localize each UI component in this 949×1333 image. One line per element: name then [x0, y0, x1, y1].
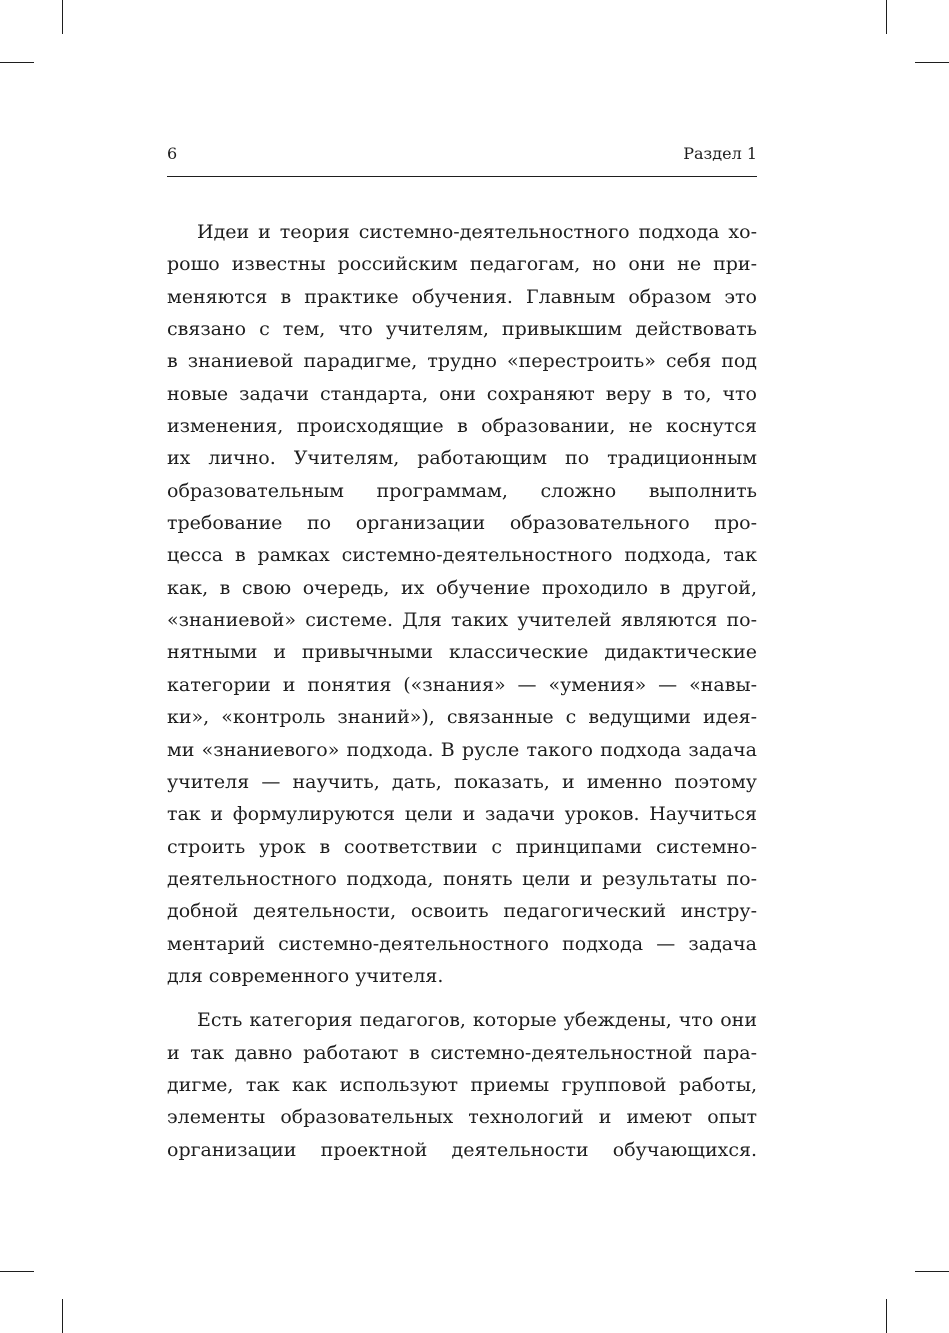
paragraph	[167, 216, 757, 992]
text-line: цесса в рамках системно-деятельностного подхода, так	[167, 544, 757, 567]
running-header	[167, 142, 757, 166]
text-line: изменения, происходящие в образовании, не коснутся	[167, 415, 757, 438]
text-line: их лично. Учителям, работающим по традиционным	[167, 447, 757, 470]
text-line: нятными и привычными классические дидактические	[167, 641, 757, 664]
crop-mark-bottom-right	[886, 1299, 887, 1333]
text-line: для современного учителя.	[167, 964, 444, 987]
text-line: деятельностного подхода, понять цели и результаты по-	[167, 867, 757, 890]
text-line: строить урок в соответствии с принципами системно-	[167, 835, 757, 858]
text-line: требование по организации образовательного про-	[167, 512, 757, 535]
text-line: образовательным программам, сложно выполнить	[167, 479, 757, 502]
text-line: новые задачи стандарта, они сохраняют веру в то, что	[167, 382, 757, 405]
paragraph-gap	[167, 992, 757, 1004]
text-line: меняются в практике обучения. Главным образом это	[167, 285, 757, 308]
text-line: как, в свою очередь, их обучение проходило в другой,	[167, 576, 757, 599]
text-line: ки», «контроль знаний»), связанные с ведущими идея-	[167, 706, 757, 729]
text-line: Есть категория педагогов, которые убеждены, что они	[197, 1009, 757, 1032]
text-line: учителя — научить, дать, показать, и именно поэтому	[167, 770, 757, 793]
text-line: категории и понятия («знания» — «умения» — «навы-	[167, 673, 757, 696]
crop-mark-top-left	[62, 0, 63, 34]
text-line: в знаниевой парадигме, трудно «перестроить» себя под	[167, 350, 757, 373]
text-line: дигме, так как используют приемы групповой работы,	[167, 1073, 757, 1096]
text-line: ми «знаниевого» подхода. В русле такого подхода задача	[167, 738, 757, 761]
section-title: Раздел 1	[683, 144, 757, 163]
text-line: Идеи и теория системно-деятельностного подхода хо-	[197, 221, 757, 243]
crop-mark-top-right	[886, 0, 887, 34]
paragraph	[167, 1004, 757, 1166]
crop-mark-bottom-right-horizontal	[915, 1271, 949, 1272]
page-number: 6	[167, 144, 178, 163]
body-text	[167, 216, 757, 1166]
text-line: ментарий системно-деятельностного подхода — задача	[167, 932, 757, 955]
text-line: так и формулируются цели и задачи уроков. Научиться	[167, 803, 757, 826]
crop-mark-bottom-left-horizontal	[0, 1271, 34, 1272]
text-line: добной деятельности, освоить педагогический инстру-	[167, 900, 757, 923]
text-line: рошо известны российским педагогам, но они не при-	[167, 253, 757, 276]
crop-mark-top-left-horizontal	[0, 62, 34, 63]
text-line: связано с тем, что учителям, привыкшим действовать	[167, 318, 757, 341]
text-line: элементы образовательных технологий и имеют опыт	[167, 1106, 757, 1129]
text-line: «знаниевой» системе. Для таких учителей являются по-	[167, 609, 757, 632]
crop-mark-bottom-left	[62, 1299, 63, 1333]
header-rule	[167, 176, 757, 177]
crop-mark-top-right-horizontal	[915, 62, 949, 63]
text-line: организации проектной деятельности обучающихся.	[167, 1138, 757, 1161]
text-line: и так давно работают в системно-деятельностной пара-	[167, 1041, 757, 1064]
